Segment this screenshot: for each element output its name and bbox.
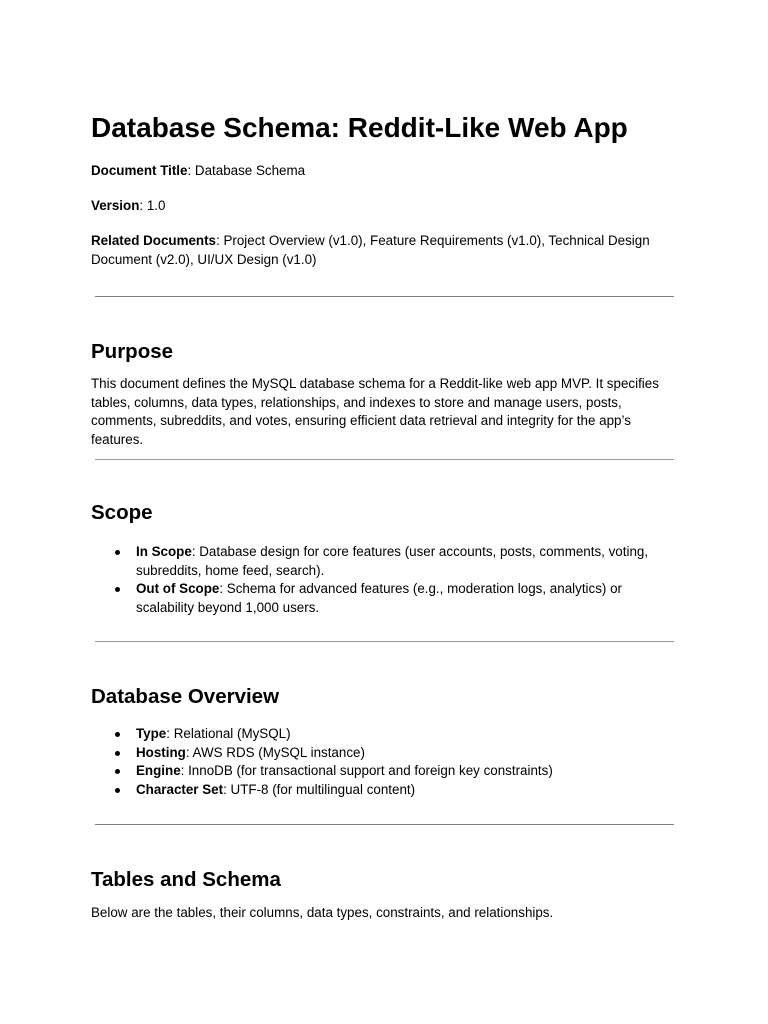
meta-value: : 1.0 bbox=[139, 198, 166, 213]
meta-version bbox=[91, 197, 681, 216]
meta-related-documents bbox=[91, 232, 651, 269]
item-label: In Scope bbox=[136, 544, 192, 559]
item-text: : InnoDB (for transactional support and foreign key constraints) bbox=[180, 763, 553, 778]
purpose-heading: Purpose bbox=[91, 340, 174, 363]
item-label: Type bbox=[136, 726, 167, 741]
list-item bbox=[91, 781, 681, 800]
item-text: : AWS RDS (MySQL instance) bbox=[185, 744, 365, 760]
overview-heading: Database Overview bbox=[91, 685, 280, 708]
section-divider bbox=[95, 824, 674, 825]
meta-label: Version bbox=[91, 198, 140, 213]
item-text: : Relational (MySQL) bbox=[166, 726, 291, 741]
overview-list bbox=[91, 725, 681, 799]
item-label: Character Set bbox=[136, 781, 224, 797]
list-item bbox=[91, 580, 681, 617]
item-label: Hosting bbox=[136, 744, 186, 760]
tables-heading: Tables and Schema bbox=[91, 868, 281, 891]
section-divider bbox=[95, 296, 674, 297]
list-item bbox=[91, 762, 681, 781]
scope-list bbox=[91, 543, 681, 617]
item-label: Out of Scope bbox=[136, 581, 220, 596]
meta-value: : Project Overview (v1.0), Feature Requirements (v1.0), Technical Design Document (v2.0), UI/UX Design (v1.0) bbox=[91, 233, 650, 267]
meta-value: : Database Schema bbox=[187, 163, 306, 178]
tables-intro-text: Below are the tables, their columns, data types, constraints, and relationships. bbox=[91, 905, 554, 920]
meta-label: Document Title bbox=[91, 163, 188, 178]
item-text: : UTF-8 (for multilingual content) bbox=[223, 781, 416, 797]
item-text: : Schema for advanced features (e.g., moderation logs, analytics) or scalability beyond 1,000 users. bbox=[136, 581, 622, 615]
item-label: Engine bbox=[136, 763, 181, 778]
meta-label: Related Documents bbox=[91, 233, 217, 248]
list-item bbox=[91, 543, 681, 580]
list-item bbox=[91, 744, 681, 763]
section-divider bbox=[95, 641, 674, 642]
section-divider bbox=[95, 459, 674, 460]
scope-heading: Scope bbox=[91, 501, 153, 524]
item-text: : Database design for core features (user accounts, posts, comments, voting, subreddits, home feed, search). bbox=[136, 544, 649, 578]
list-item bbox=[91, 725, 681, 744]
page-title: Database Schema: Reddit-Like Web App bbox=[91, 112, 628, 143]
purpose-text: This document defines the MySQL database schema for a Reddit-like web app MVP. It specifies tables, columns, data types, relationships, and indexes to store and manage users, posts, comments, subreddits, and votes, ensuring efficient data retrieval and integrity for the app’s features. bbox=[91, 376, 659, 447]
meta-document-title bbox=[91, 162, 681, 181]
